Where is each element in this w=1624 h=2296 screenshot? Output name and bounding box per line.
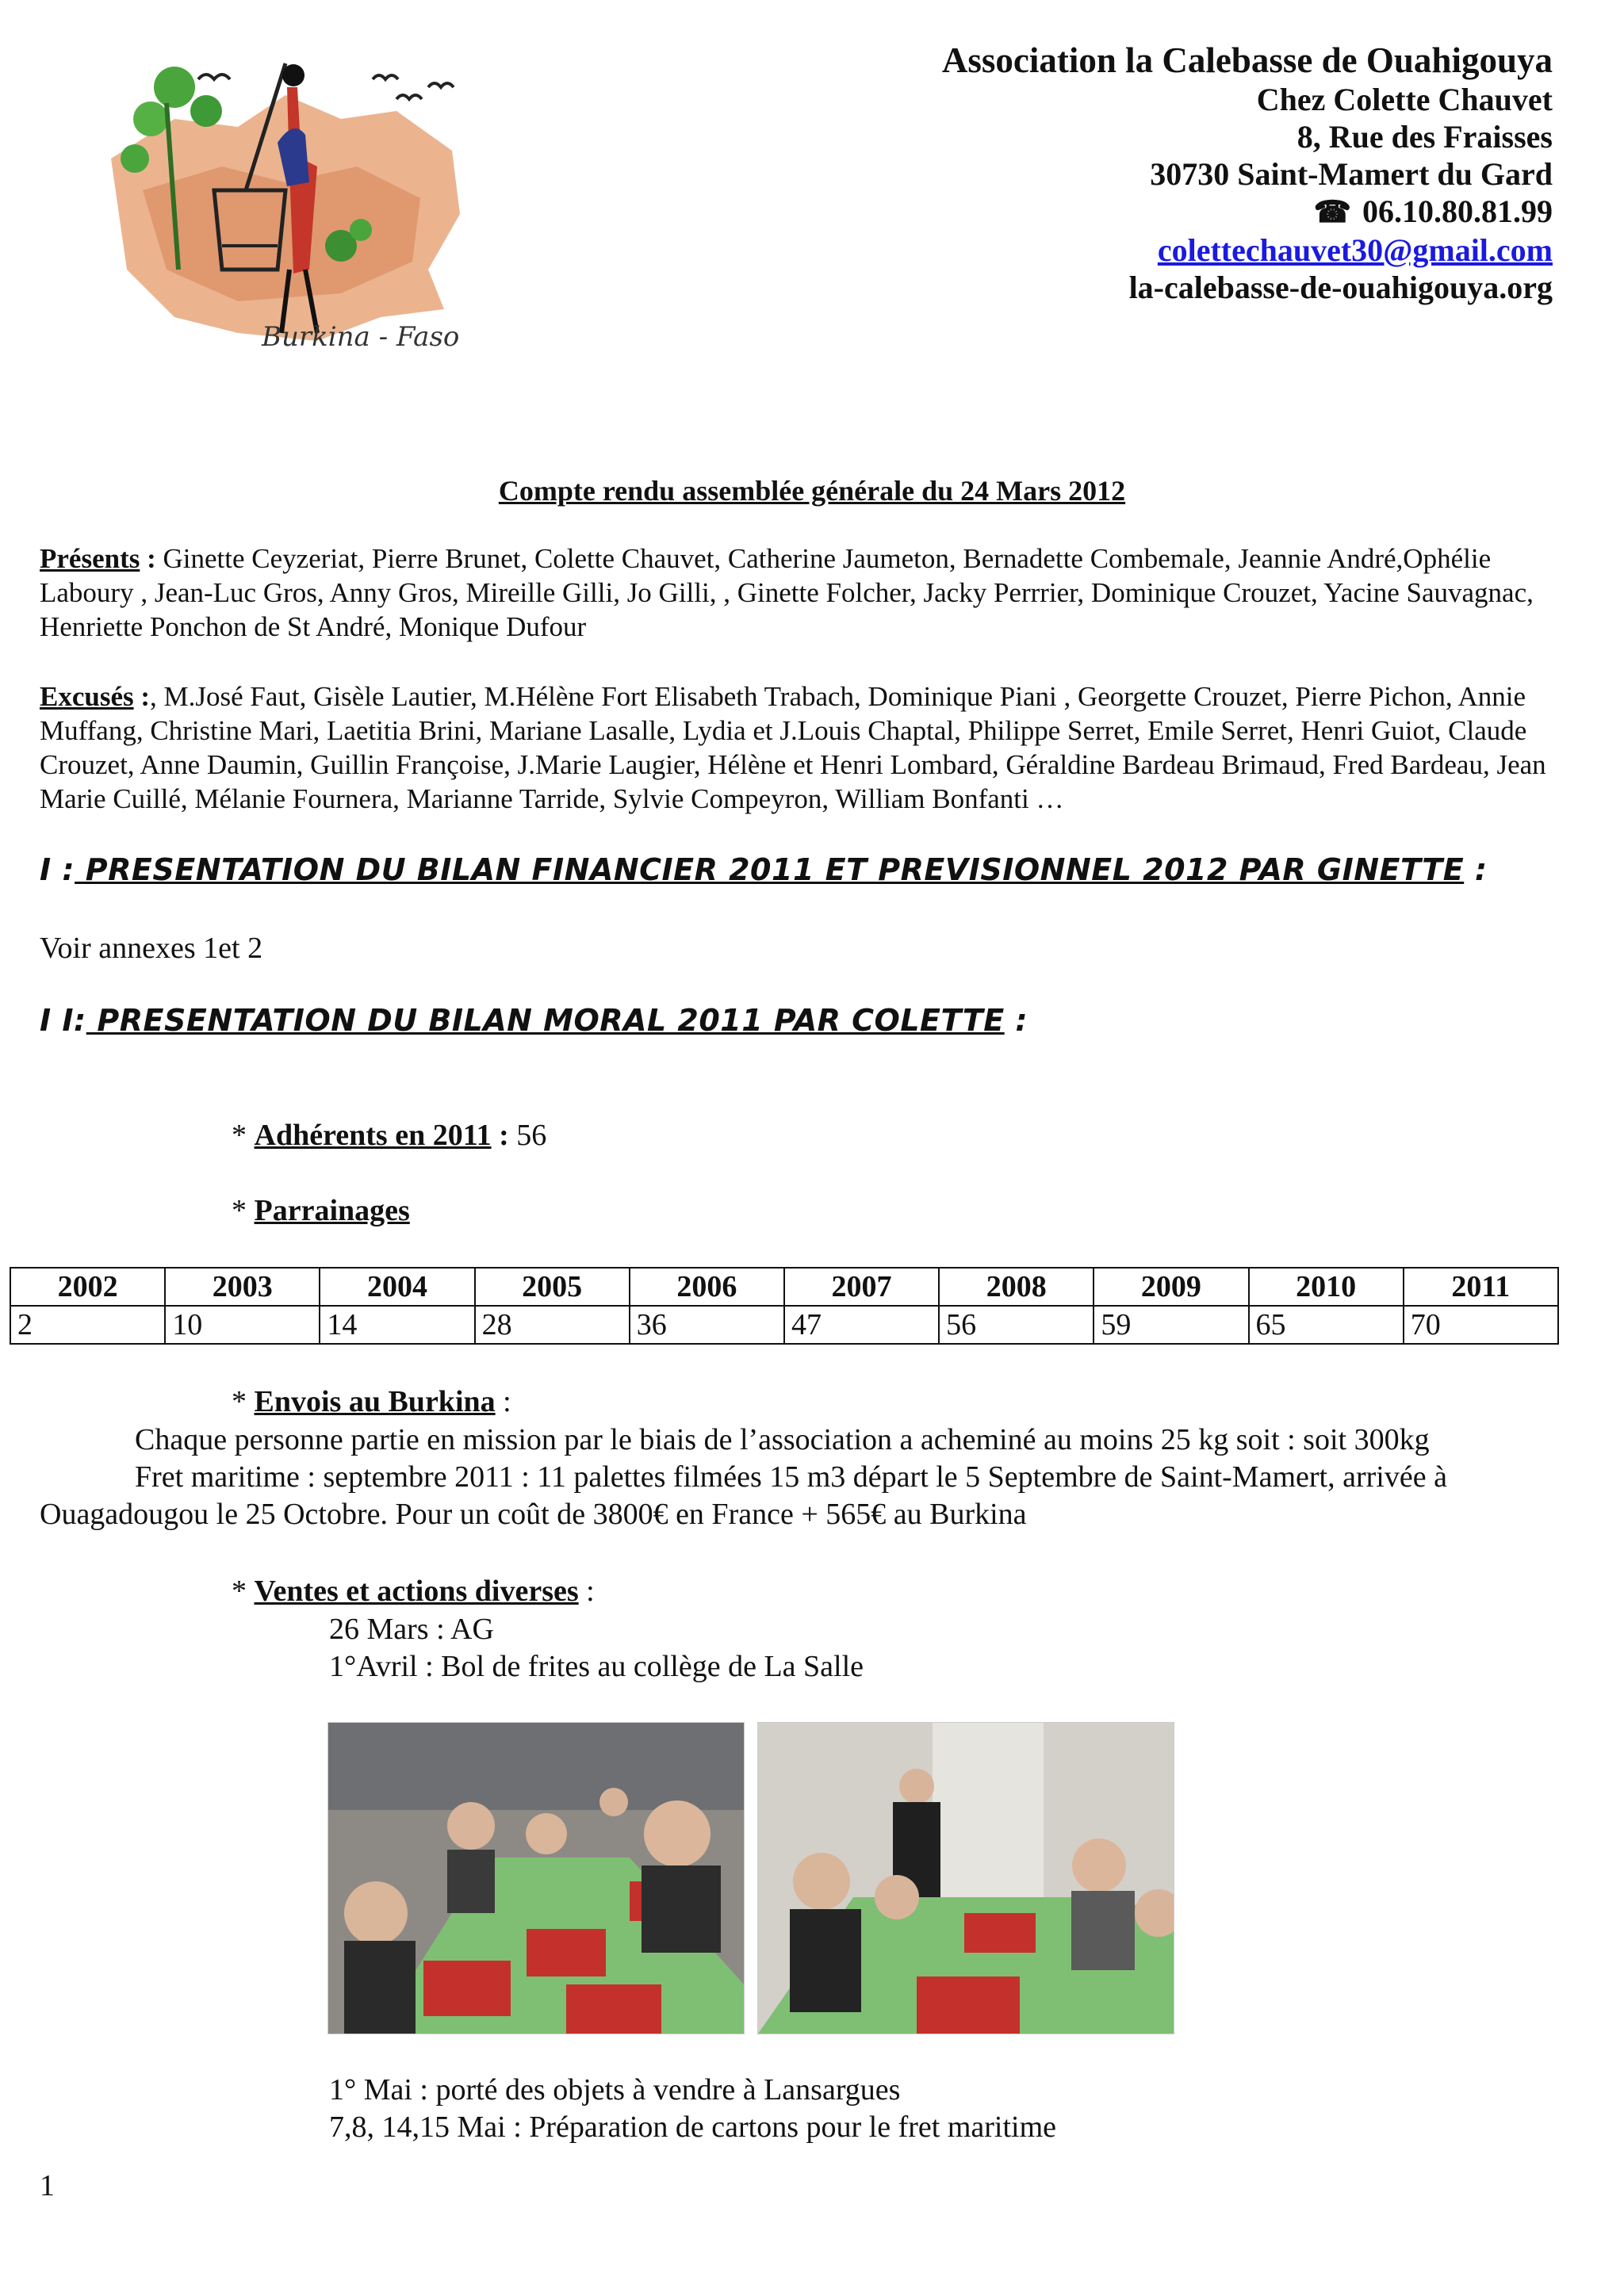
excused-label: Excusés [40, 681, 134, 712]
year-cell: 2002 [10, 1268, 165, 1306]
value-cell: 47 [784, 1306, 939, 1344]
value-cell: 10 [165, 1306, 320, 1344]
sales-item: * Ventes et actions diverses : [232, 1575, 595, 1608]
value-cell: 28 [475, 1306, 630, 1344]
value-cell: 65 [1249, 1306, 1404, 1344]
website-text: la-calebasse-de-ouahigouya.org [1128, 270, 1553, 305]
address-line: 30730 Saint-Mamert du Gard [1150, 156, 1553, 192]
year-cell: 2003 [165, 1268, 320, 1306]
attendees-list: Ginette Ceyzeriat, Pierre Brunet, Colette Chauvet, Catherine Jaumeton, Bernadette Combemale, Jeannie André,Ophélie Laboury , Jean-Luc Gros, Anny Gros, Mireille Gilli, Jo Gilli, , Ginette Folcher, Jacky Perrrier, Dominique Crouzet, Yacine Sauvagnac, Henriette Ponchon de St André, Monique Dufour [40, 543, 1534, 642]
value-cell: 36 [630, 1306, 784, 1344]
value-cell: 56 [939, 1306, 1094, 1344]
phone-icon: ☎ [1313, 196, 1351, 229]
year-cell: 2004 [320, 1268, 474, 1306]
sales-event: 7,8, 14,15 Mai : Préparation de cartons pour le fret maritime [329, 2110, 1057, 2144]
table-row-years [10, 1268, 1558, 1306]
sponsorships-label: Parrainages [254, 1194, 410, 1227]
members-item: * Adhérents en 2011 : 56 [232, 1119, 547, 1152]
table-row-values [10, 1306, 1558, 1344]
year-cell: 2011 [1404, 1268, 1558, 1306]
excused-paragraph: Excusés :, M.José Faut, Gisèle Lautier, M.Hélène Fort Elisabeth Trabach, Dominique Piani , Georgette Crouzet, Pierre Pichon, Annie Muffang, Christine Mari, Laetitia Brini, Mariane Lasalle, Lydia et J.Louis Chaptal, Philippe Serret, Emile Serret, Henri Guiot, Claude Crouzet, Anne Daumin, Guillin Françoise, J.Marie Laugier, Hélène et Henri Lombard, Géraldine Bardeau Brimaud, Fred Bardeau, Jean Marie Cuillé, Mélanie Fournera, Marianne Tarride, Sylvie Compeyron, William Bonfanti … [40, 681, 1546, 814]
value-cell: 14 [320, 1306, 474, 1344]
sales-event: 26 Mars : AG [329, 1613, 494, 1646]
phone-line [942, 193, 1553, 232]
address-line: 8, Rue des Fraisses [1297, 119, 1553, 155]
logo-caption: Burkina - Faso [262, 321, 460, 353]
attendees-paragraph: Présents : Ginette Ceyzeriat, Pierre Brunet, Colette Chauvet, Catherine Jaumeton, Bernadette Combemale, Jeannie André,Ophélie Laboury , Jean-Luc Gros, Anny Gros, Mireille Gilli, Jo Gilli, , Ginette Folcher, Jacky Perrrier, Dominique Crouzet, Yacine Sauvagnac, Henriette Ponchon de St André, Monique Dufour [40, 543, 1534, 642]
section-2-heading: I I: PRESENTATION DU BILAN MORAL 2011 PAR COLETTE : [40, 1003, 1028, 1038]
year-cell: 2008 [939, 1268, 1094, 1306]
section-2-title: PRESENTATION DU BILAN MORAL 2011 PAR COLETTE [86, 1003, 1005, 1038]
sponsorships-item: * Parrainages [232, 1194, 410, 1227]
year-cell: 2005 [475, 1268, 630, 1306]
photo-canteen-1 [327, 1722, 745, 2034]
excused-list: , M.José Faut, Gisèle Lautier, M.Hélène Fort Elisabeth Trabach, Dominique Piani , Georgette Crouzet, Pierre Pichon, Annie Muffang, Christine Mari, Laetitia Brini, Mariane Lasalle, Lydia et J.Louis Chaptal, Philippe Serret, Emile Serret, Henri Guiot, Claude Crouzet, Anne Daumin, Guillin Françoise, J.Marie Laugier, Hélène et Henri Lombard, Géraldine Bardeau Brimaud, Fred Bardeau, Jean Marie Cuillé, Mélanie Fournera, Marianne Tarride, Sylvie Compeyron, William Bonfanti … [40, 681, 1546, 814]
section-1-heading: I : PRESENTATION DU BILAN FINANCIER 2011 ET PREVISIONNEL 2012 PAR GINETTE : [40, 852, 1488, 887]
sales-label: Ventes et actions diverses [254, 1575, 579, 1608]
sales-event: 1° Mai : porté des objets à vendre à Lansargues [329, 2073, 901, 2107]
attendees-label: Présents [40, 543, 140, 574]
photo-canteen-2 [757, 1722, 1174, 2034]
organization-name: Association la Calebasse de Ouahigouya [941, 40, 1553, 80]
members-count: 56 [516, 1119, 547, 1152]
page-number: 1 [40, 2169, 55, 2202]
shipments-label: Envois au Burkina [254, 1385, 496, 1418]
phone-number: 06.10.80.81.99 [1362, 193, 1553, 229]
sales-event: 1°Avril : Bol de frites au collège de La Salle [329, 1650, 864, 1683]
section-1-body: Voir annexes 1et 2 [40, 932, 263, 965]
value-cell: 59 [1094, 1306, 1248, 1344]
header-address [942, 40, 1553, 306]
year-cell: 2010 [1249, 1268, 1404, 1306]
sponsorships-table [10, 1267, 1559, 1345]
year-cell: 2007 [784, 1268, 939, 1306]
year-cell: 2006 [630, 1268, 784, 1306]
value-cell: 2 [10, 1306, 165, 1344]
association-logo [79, 32, 523, 381]
address-line: Chez Colette Chauvet [1256, 82, 1553, 117]
document-title: Compte rendu assemblée générale du 24 Mars 2012 [498, 475, 1126, 507]
shipments-line: Ouagadougou le 25 Octobre. Pour un coût de 3800€ en France + 565€ au Burkina [40, 1498, 1027, 1531]
email-link[interactable]: colettechauvet30@gmail.com [1157, 232, 1553, 268]
shipments-line: Fret maritime : septembre 2011 : 11 palettes filmées 15 m3 départ le 5 Septembre de Saint-Mamert, arrivée à [135, 1460, 1447, 1494]
shipments-item: * Envois au Burkina : [232, 1385, 511, 1418]
shipments-line: Chaque personne partie en mission par le biais de l’association a acheminé au moins 25 kg soit : soit 300kg [135, 1423, 1430, 1456]
members-label: Adhérents en 2011 [254, 1119, 492, 1152]
value-cell: 70 [1404, 1306, 1558, 1344]
year-cell: 2009 [1094, 1268, 1248, 1306]
section-1-title: PRESENTATION DU BILAN FINANCIER 2011 ET PREVISIONNEL 2012 PAR GINETTE [75, 852, 1465, 887]
